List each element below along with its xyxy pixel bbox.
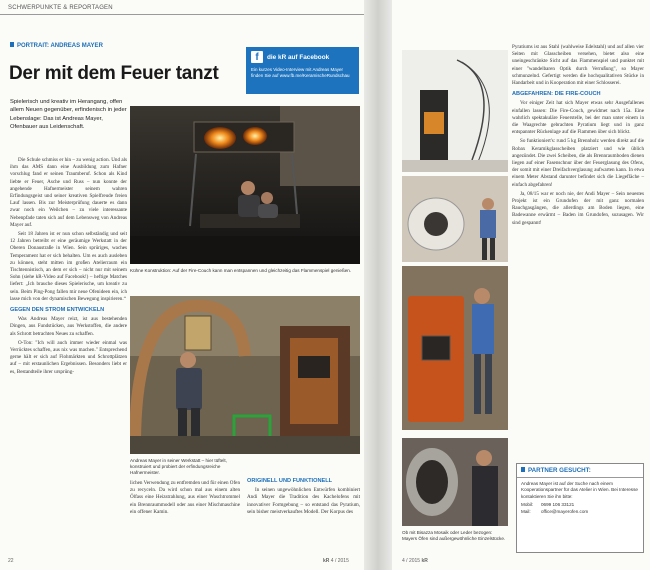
partner-title: PARTNER GESUCHT: xyxy=(517,464,643,478)
facebook-text: Ein kurzes Video-Interview mit Andreas Mayer finden Sie auf www.fb.me/KeramischeRundschau xyxy=(251,67,350,78)
photo-drum-oven xyxy=(402,176,508,262)
page-number: 22 xyxy=(8,558,14,564)
fire-couch-illustration xyxy=(130,106,360,264)
partner-mail[interactable]: Mail: office@mayerofen.com xyxy=(521,508,589,514)
intro: Spielerisch und kreativ im Herangang, offen allem Neuen gegenüber, erfindenisch in jeder Lebenslage: Das ist Andreas Mayer, Ofenbauer aus Leidenschaft. xyxy=(10,99,127,131)
folio: 4 / 2015 kR xyxy=(402,558,428,564)
kicker-text: PORTRAIT: ANDREAS MAYER xyxy=(17,43,103,49)
photo-mosaic-oven xyxy=(402,438,508,526)
right-page xyxy=(392,0,650,570)
photo-fire-couch-caption: Kühne Konstruktion: Auf der Fire-Couch kann man entspannen und gleichzeitig das Flammenspiel genießen. xyxy=(130,268,352,273)
paragraph: Was Andreas Mayer reizt, ist aus bestehenden Dingen, aus Fundstücken, aus Werkstoffen, die andere als Schrott betrachten Neues zu schaffen. xyxy=(10,316,127,337)
facebook-box[interactable] xyxy=(246,47,359,94)
photo-workshop xyxy=(130,296,360,454)
paragraph: Die Schule schmiss er hin – zu wenig action. Und als ihm das AMS dann eine Ausbildung zum Hafner vorschlug fand er seinen Traumberuf. Schon als Kind liebte er Feuer, Asche und Russ – nun konnte der angehende Hafnermeister seinem wahren Erfindungsgeist und seiner kreativen Spielfreude freien Lauf lassen. Bis zur Meisterprüfung dauerte es dann zwar noch ein Weilchen – zu viele interessante Nebenpfade taten sich auf dem Lebensweg von Andreas Mayer auf. xyxy=(10,157,127,228)
column-3 xyxy=(247,478,360,516)
photo-fire-couch xyxy=(130,106,360,264)
subhead-originell: ORIGINELL UND FUNKTIONELL xyxy=(247,478,333,484)
photo-workshop-caption: Andreas Mayer in seiner Werkstatt – hier tüftelt, konstruiert und probiert der erfindungsreiche Hafnermeister. xyxy=(130,458,227,476)
workshop-illustration xyxy=(130,296,360,454)
paragraph: Vor einiger Zeit hat sich Mayer etwas sehr Ausgefallenes einfallen lassen: Die Fire-Couch, gewidmet nach 15a. Eine wahrlich spektakuläre Feuerstelle, bei der man unter einem in die Waagrechte gebrachten Pyratium liegt und in ganz entspannter Rückenlage auf die Flammen über sich blickt. xyxy=(512,100,644,136)
paragraph: So funktioniert's: rund 5 kg Brennholz werden direkt auf die Robax Keramikglasscheiben platziert und wie üblich angezündet. Die zwei Scheiben, die als Brennraumboden dienen liegen auf einer Fasenschnur über der Feuerglasung des Ofens, der somit mit einer Dreifachverglasung aufwarten kann. In etwa einem Meter Abstand darunter befindet sich die Liegefläche – einfach abgefahren! xyxy=(512,138,644,188)
partner-mobil: Mobil: 0699 106 33121 xyxy=(521,502,575,508)
paragraph: Pyratiums ist aus Stahl (wahlweise Edelstahl) und auf allen vier Seiten mit Glasscheiben versehen, bietet also eine uneingeschränkte Sicht auf das Flammenspiel und punktet mit einer "wandelbaren Optik durch Verrußung", so Mayer schmunzelnd. Gefertigt werden die hochqualitativen Stücke in Handarbeit und in Kooperation mit einer Schlosserei. xyxy=(512,44,644,87)
folio: kR 4 / 2015 xyxy=(323,558,349,564)
partner-body xyxy=(517,478,643,518)
column-2 xyxy=(130,480,240,516)
facebook-title: die kR auf Facebook xyxy=(267,53,330,61)
drum-oven-illustration xyxy=(402,176,508,262)
paragraph: lichen Verwendung zu entfremden und für einen Ofen zu recyceln. Da wird schon mal aus einem alten Ölfass eine Heizstrahlung, aus einer Waschtrommel ein Brennraummodell oder aus einer Mischmaschine ein offener Kamin. xyxy=(130,480,240,515)
partner-box xyxy=(516,463,644,553)
photo-leather-oven xyxy=(402,266,508,430)
right-column xyxy=(512,44,644,227)
subhead-fire-couch: ABGEFAHREN: DIE FIRE-COUCH xyxy=(512,91,601,98)
paragraph: In seinen ungewöhnlichen Entwürfen kombiniert Andi Mayer die Tradition des Kachelofens mit innovativer Formgebung – so entstand das Pyratium, sein bisher meistverkauftes Modell. Der Korpus des xyxy=(247,487,360,515)
gutter xyxy=(364,0,392,570)
pyratium-illustration xyxy=(402,50,508,172)
headline: Der mit dem Feuer tanzt xyxy=(9,63,219,84)
paragraph: Seit 18 Jahren ist er nun schon selbständig und seit 12 Jahren betreibt er eine geräumige Werkstatt in der Oberen Donaustraße in Wien. Sein sprüriges, waches Temperament hat er sich behalten. Um es auch ausleben zu können, steht mitten im großen Atelierraum ein Tischtennistisch, an dem er sich – nicht nur mit seinem Sohn (siehe kR-Video auf Facebook!) – heftige Matches liefert: „Ich brauche dieses Spielerische, um kreativ zu sein. Beim Ping-Pong fallen mir neue Ofenideen ein, ich lasse mich von der dynamischen Bewegung inspirieren.“ xyxy=(10,231,127,302)
mosaic-oven-illustration xyxy=(402,438,508,526)
paragraph: O-Ton: "Ich will auch immer wieder einmal was Verrücktes schaffen, aus nix was machen." Entsprechend gerne hält er sich auf Flohmärkten und Schrottplätzen auf – mit erstaunlichen Ergebnissen. Besonders liebt er es, Bestandteile ihrer ursprüng- xyxy=(10,339,127,375)
subhead-gegen-den-strom: GEGEN DEN STROM ENTWICKELN xyxy=(10,307,105,314)
section-label: SCHWERPUNKTE & REPORTAGEN xyxy=(8,5,113,11)
photo-right-caption: Ob mit Bisazza Mosaik oder Leder bezogen: Mayers Öfen sind außergewöhnliche Einzelstücke. xyxy=(402,530,506,542)
partner-text: Andreas Mayer ist auf der Suche nach einem Kooperationspartner für das Atelier in Wien. Bei Interesse kontaktieren Sie ihn bitte: xyxy=(521,481,638,499)
column-1 xyxy=(10,157,127,376)
photo-pyratium-staircase xyxy=(402,50,508,172)
leather-oven-illustration xyxy=(402,266,508,430)
kicker xyxy=(10,42,103,49)
paragraph: Ja, 08/15 war er noch nie, der Andi Mayer – Sein neuestes Projekt ist ein Grundofen der mit ganz normalen Rauchgasgängen, die allerdings am Boden liegen, eine Badewanne erwärmt – Baden im Grundofen, sozusagen. Wir sind gespannt! xyxy=(512,190,644,226)
facebook-icon: f xyxy=(251,51,263,63)
